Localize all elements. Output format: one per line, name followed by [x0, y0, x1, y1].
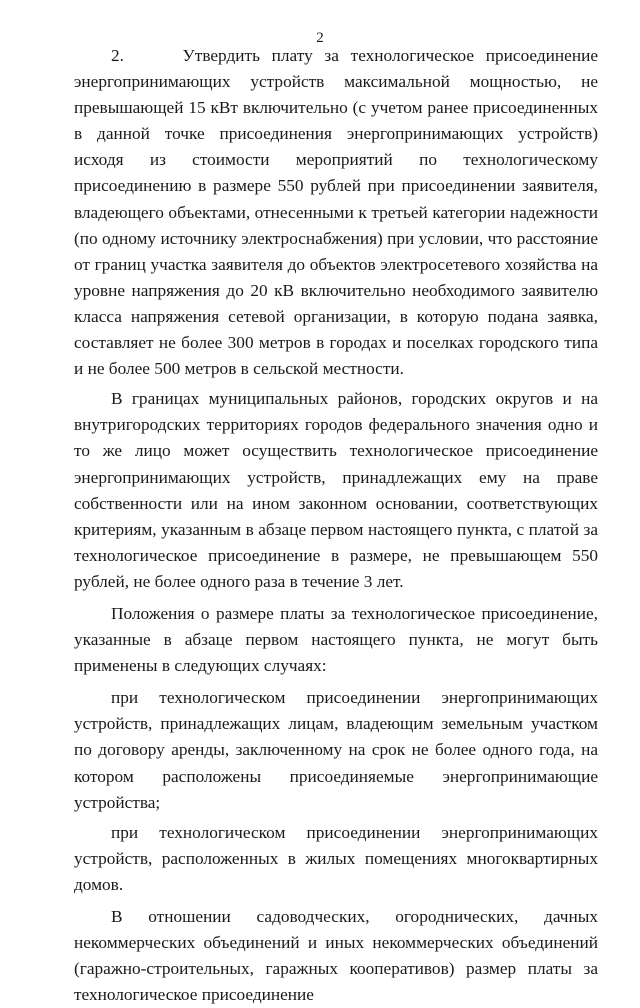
paragraph-approve-fee: 2. Утвердить плату за технологическое присоединение энергопринимающих устройств максимальной мощностью, не превышающей 15 кВт включительно (с учетом ранее присоединенных в данной точке присоединения энергопринимающих устройств) исходя из стоимости мероприятий по технологическому присоединению в размере 550 рублей при присоединении заявителя, владеющего объектами, отнесенными к третьей категории надежности (по одному источнику электроснабжения) при условии, что расстояние от границ участка заявителя до объектов электросетевого хозяйства на уровне напряжения до 20 кВ включительно необходимого заявителю класса напряжения сетевой организации, в которую подана заявка, составляет не более 300 метров в городах и поселках городского типа и не более 500 метров в сельской местности.	[74, 46, 598, 379]
paragraph-provisions: Положения о размере платы за технологическое присоединение, указанные в абзаце первом настоящего пункта, не могут быть применены в следующих случаях:	[74, 603, 598, 676]
paragraph-case-lease: при технологическом присоединении энергопринимающих устройств, принадлежащих лицам, владеющим земельным участком по договору аренды, заключенному на срок не более одного года, на котором расположены присоединяемые энергопринимающие устройства;	[74, 688, 598, 812]
page-number: 2	[316, 30, 324, 46]
paragraph-case-apartments: при технологическом присоединении энергопринимающих устройств, расположенных в жилых помещениях многоквартирных домов.	[74, 822, 598, 894]
paragraph-nonprofit: В отношении садоводческих, огороднических, дачных некоммерческих объединений и иных некоммерческих объединений (гаражно-строительных, гаражных кооперативов) размер платы за технологическое присоединение	[74, 907, 598, 1005]
paragraph-boundaries: В границах муниципальных районов, городских округов и на внутригородских территориях городов федерального значения одно и то же лицо может осуществить технологическое присоединение энергопринимающих устройств, принадлежащих ему на праве собственности или на ином законном основании, соответствующих критериям, указанным в абзаце первом настоящего пункта, с платой за технологическое присоединение в размере, не превышающем 550 рублей, не более одного раза в течение 3 лет.	[74, 389, 598, 591]
document-body	[74, 43, 598, 1008]
